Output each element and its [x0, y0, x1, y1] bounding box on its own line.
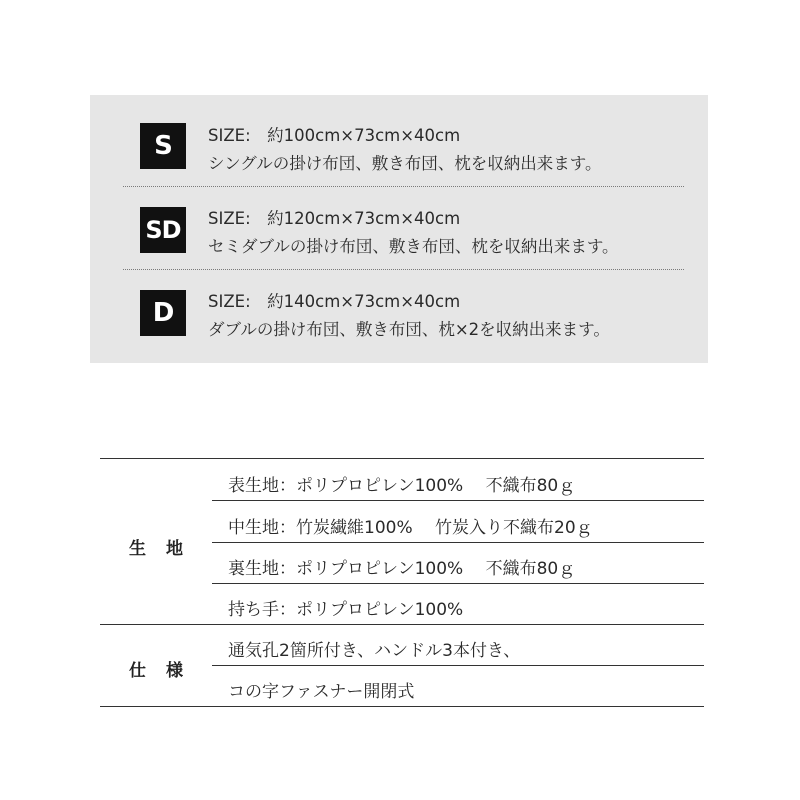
size-description: ダブルの掛け布団、敷き布団、枕×2を収納出来ます。 [208, 320, 610, 339]
fabric-middle-row: 中生地：竹炭繊維100% 竹炭入り不織布20ｇ [228, 518, 593, 538]
size-dimensions: SIZE: 約140cm×73cm×40cm [208, 292, 461, 311]
size-badge-s: S [140, 123, 186, 169]
fabric-inner-row: 裏生地：ポリプロピレン100% 不織布80ｇ [228, 559, 576, 579]
table-top-border [100, 458, 704, 459]
features-row-1: 通気孔2箇所付き、ハンドル3本付き、 [228, 641, 521, 661]
row-divider [212, 542, 704, 543]
row-divider [123, 269, 684, 270]
size-row-d [90, 288, 708, 372]
row-divider [212, 500, 704, 501]
size-description: セミダブルの掛け布団、敷き布団、枕を収納出来ます。 [208, 237, 619, 256]
size-row-sd [90, 205, 708, 289]
size-row-s [90, 122, 708, 206]
size-badge-d: D [140, 290, 186, 336]
section-divider [100, 624, 704, 625]
size-badge-sd: SD [140, 207, 186, 253]
fabric-outer-row: 表生地：ポリプロピレン100% 不織布80ｇ [228, 476, 576, 496]
size-description: シングルの掛け布団、敷き布団、枕を収納出来ます。 [208, 154, 602, 173]
fabric-label: 生地 [129, 539, 203, 559]
features-row-2: コの字ファスナー開閉式 [228, 682, 415, 702]
handle-row: 持ち手：ポリプロピレン100% [228, 600, 464, 620]
size-dimensions: SIZE: 約120cm×73cm×40cm [208, 209, 461, 228]
table-bottom-border [100, 706, 704, 707]
size-dimensions: SIZE: 約100cm×73cm×40cm [208, 126, 461, 145]
row-divider [212, 583, 704, 584]
features-label: 仕様 [129, 661, 203, 681]
size-panel [90, 95, 708, 363]
row-divider [123, 186, 684, 187]
row-divider [212, 665, 704, 666]
